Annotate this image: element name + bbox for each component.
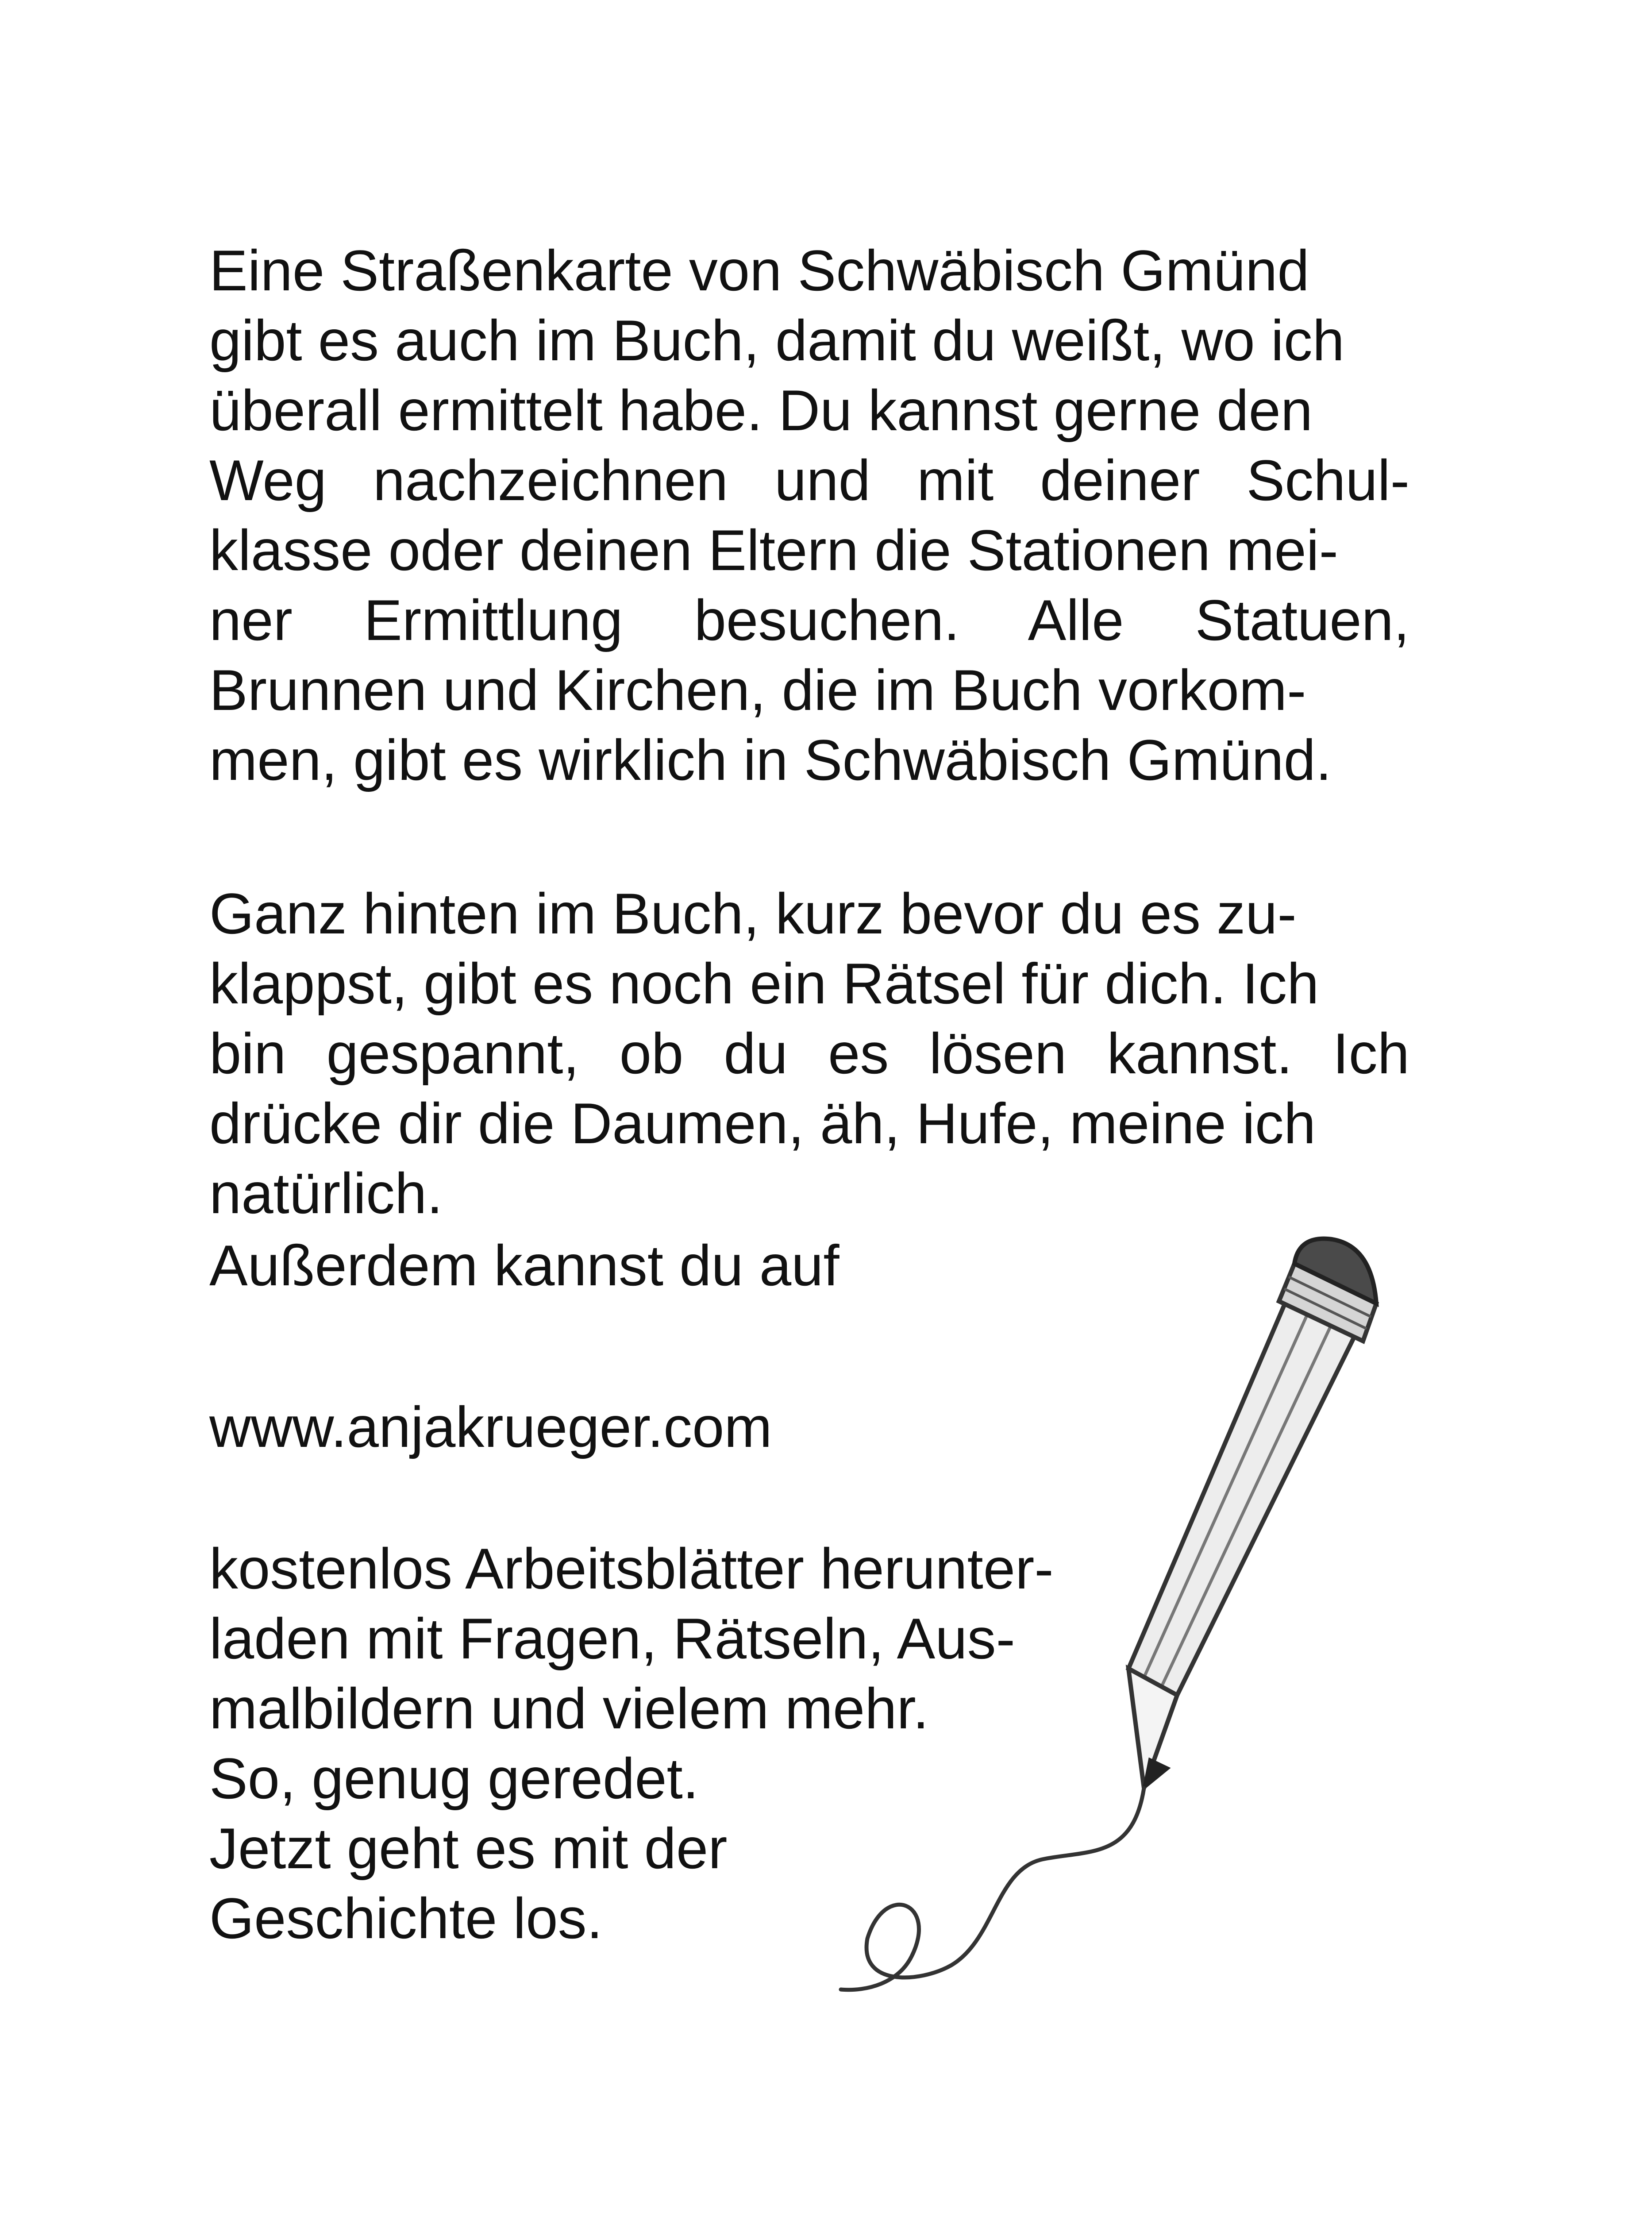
- text-line: Eine Straßenkarte von Schwäbisch Gmünd: [209, 238, 1309, 303]
- text-line: Ganz hinten im Buch, kurz bevor du es zu-: [209, 881, 1297, 946]
- paragraph-street-map: [209, 235, 1409, 795]
- pencil-drawing-icon: [832, 1222, 1407, 2018]
- text-line: klappst, gibt es noch ein Rätsel für dich. Ich: [209, 951, 1319, 1016]
- text-line: klasse oder deinen Eltern die Stationen mei-: [209, 518, 1338, 582]
- text-line: ner Ermittlung besuchen. Alle Statuen,: [209, 588, 1409, 652]
- text-line: drücke dir die Daumen, äh, Hufe, meine ich: [209, 1091, 1316, 1156]
- text-line: Weg nachzeichnen und mit deiner Schul-: [209, 448, 1409, 513]
- text-line: kostenlos Arbeitsblätter herunter-: [209, 1536, 1054, 1601]
- text-line: natürlich.: [209, 1161, 443, 1226]
- text-line: Brunnen und Kirchen, die im Buch vorkom-: [209, 658, 1306, 722]
- text-line: überall ermittelt habe. Du kannst gerne den: [209, 378, 1313, 443]
- text-line: Jetzt geht es mit der: [209, 1816, 728, 1881]
- text-line: laden mit Fragen, Rätseln, Aus-: [209, 1606, 1015, 1671]
- text-line: gibt es auch im Buch, damit du weißt, wo ich: [209, 308, 1345, 373]
- text-line: Geschichte los.: [209, 1886, 603, 1951]
- text-line: bin gespannt, ob du es lösen kannst. Ich: [209, 1021, 1409, 1086]
- text-line: So, genug geredet.: [209, 1746, 699, 1811]
- text-line: malbildern und vielem mehr.: [209, 1676, 929, 1741]
- paragraph-riddle: [209, 879, 1409, 1228]
- website-link[interactable]: www.anjakrueger.com: [209, 1395, 772, 1459]
- text-line: Außerdem kannst du auf: [209, 1233, 839, 1298]
- text-line: men, gibt es wirklich in Schwäbisch Gmünd.: [209, 728, 1332, 792]
